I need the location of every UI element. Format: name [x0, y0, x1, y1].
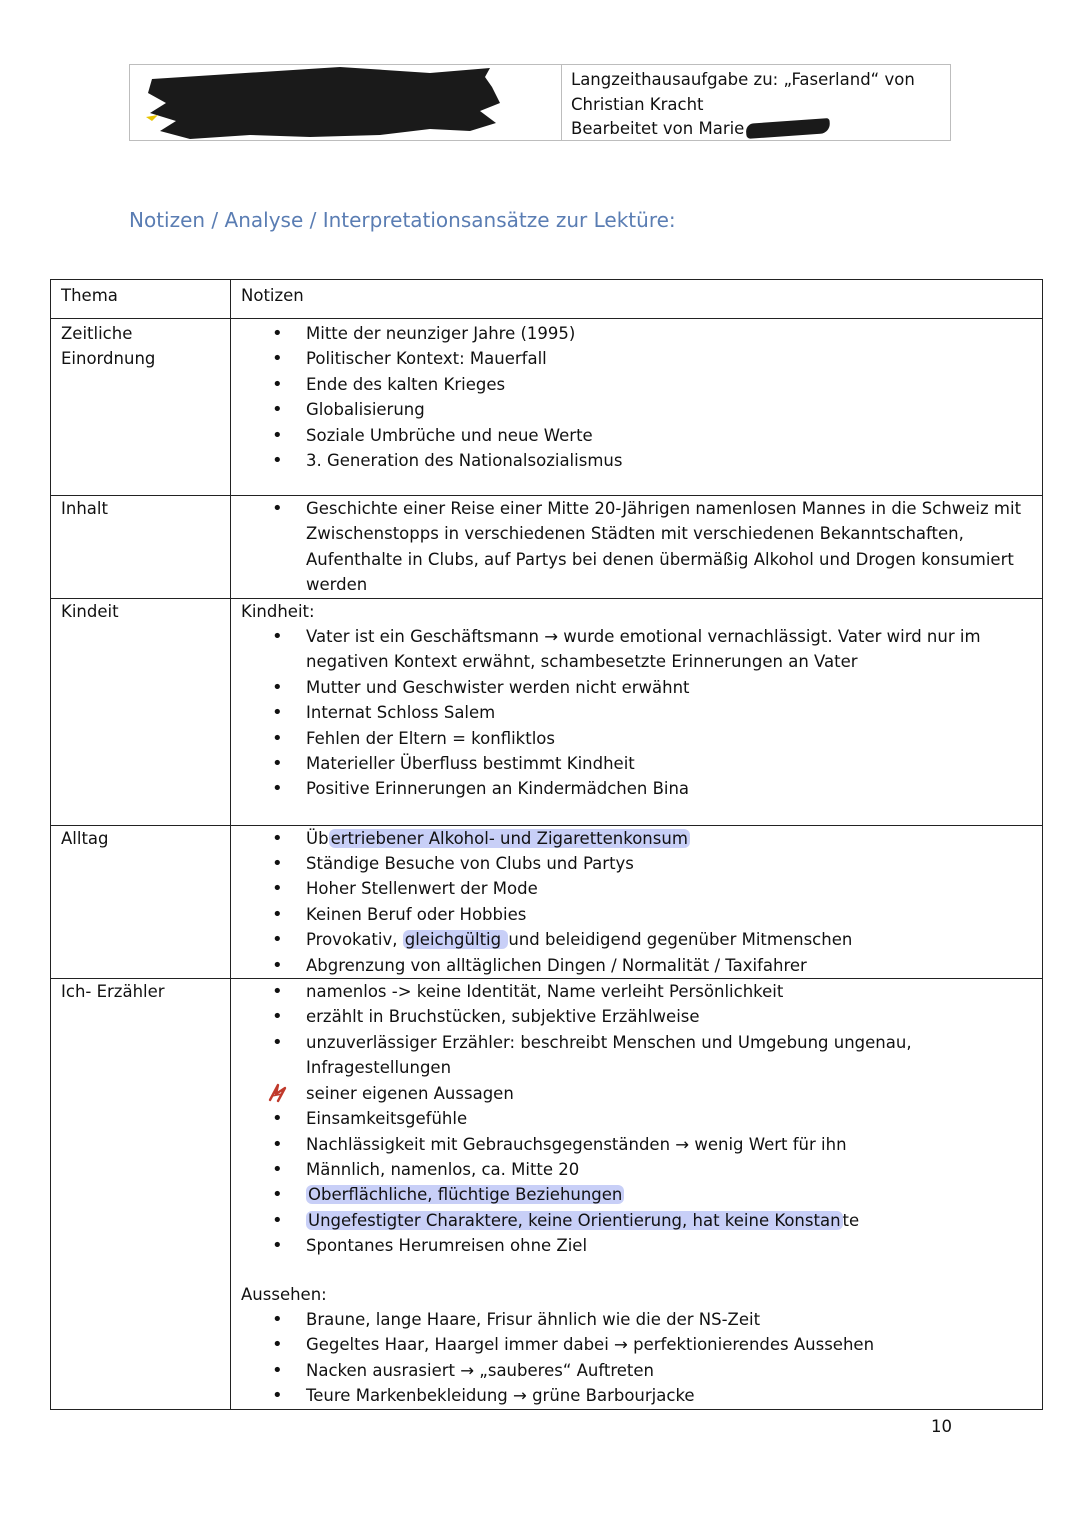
page-number: 10 [931, 1417, 952, 1436]
list-item: • Internat Schloss Salem [241, 700, 1032, 725]
list-item: • Vater ist ein Geschäftsmann → wurde emotional vernachlässigt. Vater wird nur im negativen Kontext erwähnt, schambesetzte Erinnerungen an Vater [241, 624, 1032, 675]
table-row-alltag [51, 825, 1043, 978]
red-strike-mark-icon [266, 1082, 290, 1104]
topic-line: Zeitliche [61, 324, 133, 343]
col-header-thema: Thema [51, 280, 231, 319]
table-row-inhalt [51, 496, 1043, 599]
list-item: • Teure Markenbekleidung → grüne Barbourjacke [241, 1383, 1032, 1408]
list-item [241, 927, 1032, 952]
table-header-row [51, 280, 1043, 319]
list-item [241, 1182, 1032, 1207]
list-item-crossed [241, 1081, 1032, 1106]
list-item: • Mutter und Geschwister werden nicht erwähnt [241, 675, 1032, 700]
topic-zeitliche-einordnung [51, 319, 231, 496]
list-item: • Mitte der neunziger Jahre (1995) [241, 321, 1032, 346]
list-item: • Gegeltes Haar, Haargel immer dabei → perfektionierendes Aussehen [241, 1332, 1032, 1357]
list-item: • Politischer Kontext: Mauerfall [241, 346, 1032, 371]
list-item: • Geschichte einer Reise einer Mitte 20-Jährigen namenlosen Mannes in die Schweiz mit Zwischenstopps in verschiedenen Städten mit verschiedenen Bekanntschaften, Aufenthalte in Clubs, auf Partys bei denen übermäßig Alkohol und Drogen konsumiert werden [241, 496, 1032, 598]
list-item [241, 1208, 1032, 1233]
page-header [129, 64, 951, 141]
table-row-kindheit [51, 598, 1043, 825]
text-segment: und beleidigend gegenüber Mitmenschen [508, 930, 853, 950]
list-item: • Positive Erinnerungen an Kindermädchen Bina [241, 776, 1032, 801]
redacted-surname [746, 118, 831, 139]
header-editor-label: Bearbeitet von Marie [571, 119, 745, 138]
text-segment: seiner eigenen Aussagen [306, 1083, 514, 1103]
col-header-notizen: Notizen [231, 280, 1043, 319]
table-row-ich-erzaehler [51, 979, 1043, 1410]
subsection-title: Kindheit: [241, 601, 315, 621]
list-item: • Fehlen der Eltern = konfliktlos [241, 726, 1032, 751]
list-item: • Ende des kalten Krieges [241, 372, 1032, 397]
topic-alltag: Alltag [51, 825, 231, 978]
list-item: • Ständige Besuche von Clubs und Partys [241, 851, 1032, 876]
list-item: • Globalisierung [241, 397, 1032, 422]
header-info [562, 65, 950, 140]
redaction-scribble [130, 65, 561, 140]
text-segment: Provokativ, [306, 930, 403, 950]
text-segment: te [842, 1210, 860, 1230]
table-row-zeitliche-einordnung [51, 319, 1043, 496]
list-item: • Männlich, namenlos, ca. Mitte 20 [241, 1157, 1032, 1182]
notes-inhalt [231, 496, 1043, 599]
list-item: • Spontanes Herumreisen ohne Ziel [241, 1233, 1032, 1258]
list-item: • unzuverlässiger Erzähler: beschreibt Menschen und Umgebung ungenau, Infragestellungen [241, 1030, 1032, 1081]
notes-ich-erzaehler [231, 979, 1043, 1410]
topic-kindheit: Kindeit [51, 598, 231, 825]
header-assignment: Langzeithausaufgabe zu: „Faserland“ von [571, 70, 915, 89]
notes-table [50, 279, 1043, 1410]
list-item: • erzählt in Bruchstücken, subjektive Erzählweise [241, 1004, 1032, 1029]
list-item: • Einsamkeitsgefühle [241, 1106, 1032, 1131]
list-item: • Materieller Überfluss bestimmt Kindheit [241, 751, 1032, 776]
header-editor [571, 117, 941, 142]
notes-kindheit [231, 598, 1043, 825]
list-item: • Soziale Umbrüche und neue Werte [241, 423, 1032, 448]
highlight-mark: Oberflächliche, flüchtige Beziehungen [308, 1185, 623, 1205]
section-title: Notizen / Analyse / Interpretationsansätze zur Lektüre: [129, 208, 676, 232]
list-item: • Abgrenzung von alltäglichen Dingen / Normalität / Taxifahrer [241, 953, 1032, 978]
highlight-mark: Ungefestigter Charaktere, keine Orientierung, hat keine Konstan [308, 1210, 841, 1230]
header-author: Christian Kracht [571, 94, 704, 114]
topic-ich-erzaehler: Ich- Erzähler [51, 979, 231, 1410]
topic-inhalt: Inhalt [51, 496, 231, 599]
redacted-name-field [130, 65, 562, 140]
highlight-mark: gleichgültig [404, 930, 507, 950]
subsection-title: Aussehen: [241, 1284, 327, 1304]
list-item: • Hoher Stellenwert der Mode [241, 876, 1032, 901]
list-item: • namenlos -> keine Identität, Name verleiht Persönlichkeit [241, 979, 1032, 1004]
list-item: • Braune, lange Haare, Frisur ähnlich wie die der NS-Zeit [241, 1307, 1032, 1332]
list-item: • Keinen Beruf oder Hobbies [241, 902, 1032, 927]
list-item: • Nacken ausrasiert → „sauberes“ Auftreten [241, 1358, 1032, 1383]
notes-alltag [231, 825, 1043, 978]
highlight-mark: ertriebener Alkohol- und Zigarettenkonsum [330, 828, 688, 848]
list-item: • Nachlässigkeit mit Gebrauchsgegenständen → wenig Wert für ihn [241, 1132, 1032, 1157]
list-item: • 3. Generation des Nationalsozialismus [241, 448, 1032, 473]
text-segment: Üb [306, 828, 329, 848]
list-item [241, 826, 1032, 851]
topic-line: Einordnung [61, 349, 156, 369]
notes-zeitliche-einordnung [231, 319, 1043, 496]
